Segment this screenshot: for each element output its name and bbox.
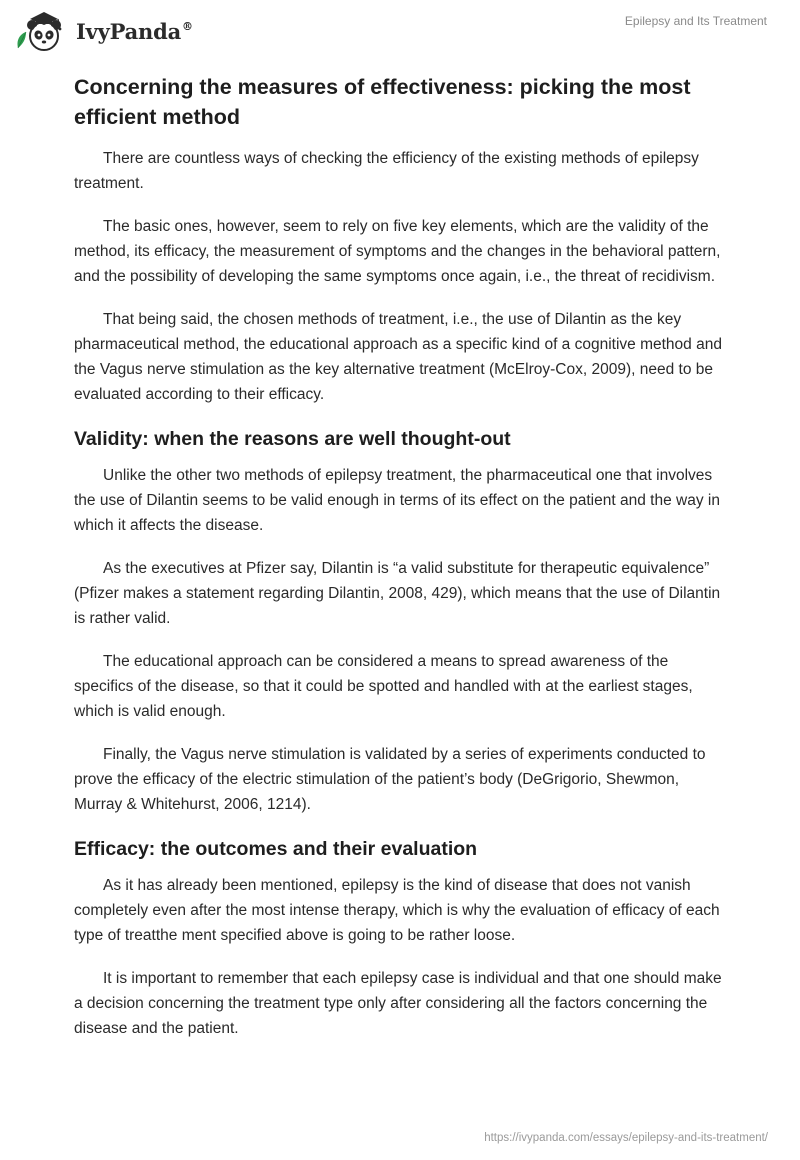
ivypanda-logo[interactable] — [14, 8, 193, 54]
paragraph: As the executives at Pfizer say, Dilantin is “a valid substitute for therapeutic equivalence” (Pfizer makes a statement regarding Dilantin, 2008, 429), which means that the use of Dilantin is rather valid. — [74, 560, 721, 627]
source-url[interactable]: https://ivypanda.com/essays/epilepsy-and-its-treatment/ — [484, 1132, 768, 1144]
paragraph: The educational approach can be considered a means to spread awareness of the specifics of the disease, so that it could be spotted and handled with at the earliest stages, which is valid enough. — [74, 653, 693, 720]
essay-content — [74, 72, 726, 1059]
paragraph: That being said, the chosen methods of treatment, i.e., the use of Dilantin as the key pharmaceutical method, the educational approach as a specific kind of a cognitive method and the Vagus nerve stimulation as the key alternative treatment (McElroy-Cox, 2009), need to be evaluated according to their efficacy. — [74, 311, 722, 403]
paragraph: The basic ones, however, seem to rely on five key elements, which are the validity of the method, its efficacy, the measurement of symptoms and the changes in the behavioral pattern, and the possibility of developing the same symptoms once again, i.e., the threat of recidivism. — [74, 218, 721, 285]
panda-graduate-icon — [14, 8, 70, 54]
document-title: Epilepsy and Its Treatment — [624, 14, 767, 28]
paragraph: Finally, the Vagus nerve stimulation is validated by a series of experiments conducted to prove the efficacy of the electric stimulation of the patient’s body (DeGrigorio, Shewmon, Murray & Whitehurst, 2006, 1214). — [74, 746, 706, 813]
paragraph: There are countless ways of checking the efficiency of the existing methods of epilepsy treatment. — [74, 150, 699, 192]
logo-wordmark: IvyPanda® — [76, 18, 193, 44]
section-heading: Validity: when the reasons are well thought-out — [74, 428, 511, 450]
section-heading: Efficacy: the outcomes and their evaluation — [74, 838, 478, 860]
section-heading: Concerning the measures of effectiveness: picking the most efficient method — [74, 75, 691, 129]
paragraph: Unlike the other two methods of epilepsy treatment, the pharmaceutical one that involves the use of Dilantin seems to be valid enough in terms of its effect on the patient and the way in which it affects the disease. — [74, 467, 720, 534]
page-header — [0, 0, 800, 60]
paragraph: It is important to remember that each epilepsy case is individual and that one should make a decision concerning the treatment type only after considering all the factors concerning the disease and the patient. — [74, 970, 722, 1037]
paragraph: As it has already been mentioned, epilepsy is the kind of disease that does not vanish completely even after the most intense therapy, which is why the evaluation of efficacy of each type of treatthe ment specified above is going to be rather loose. — [74, 877, 720, 944]
